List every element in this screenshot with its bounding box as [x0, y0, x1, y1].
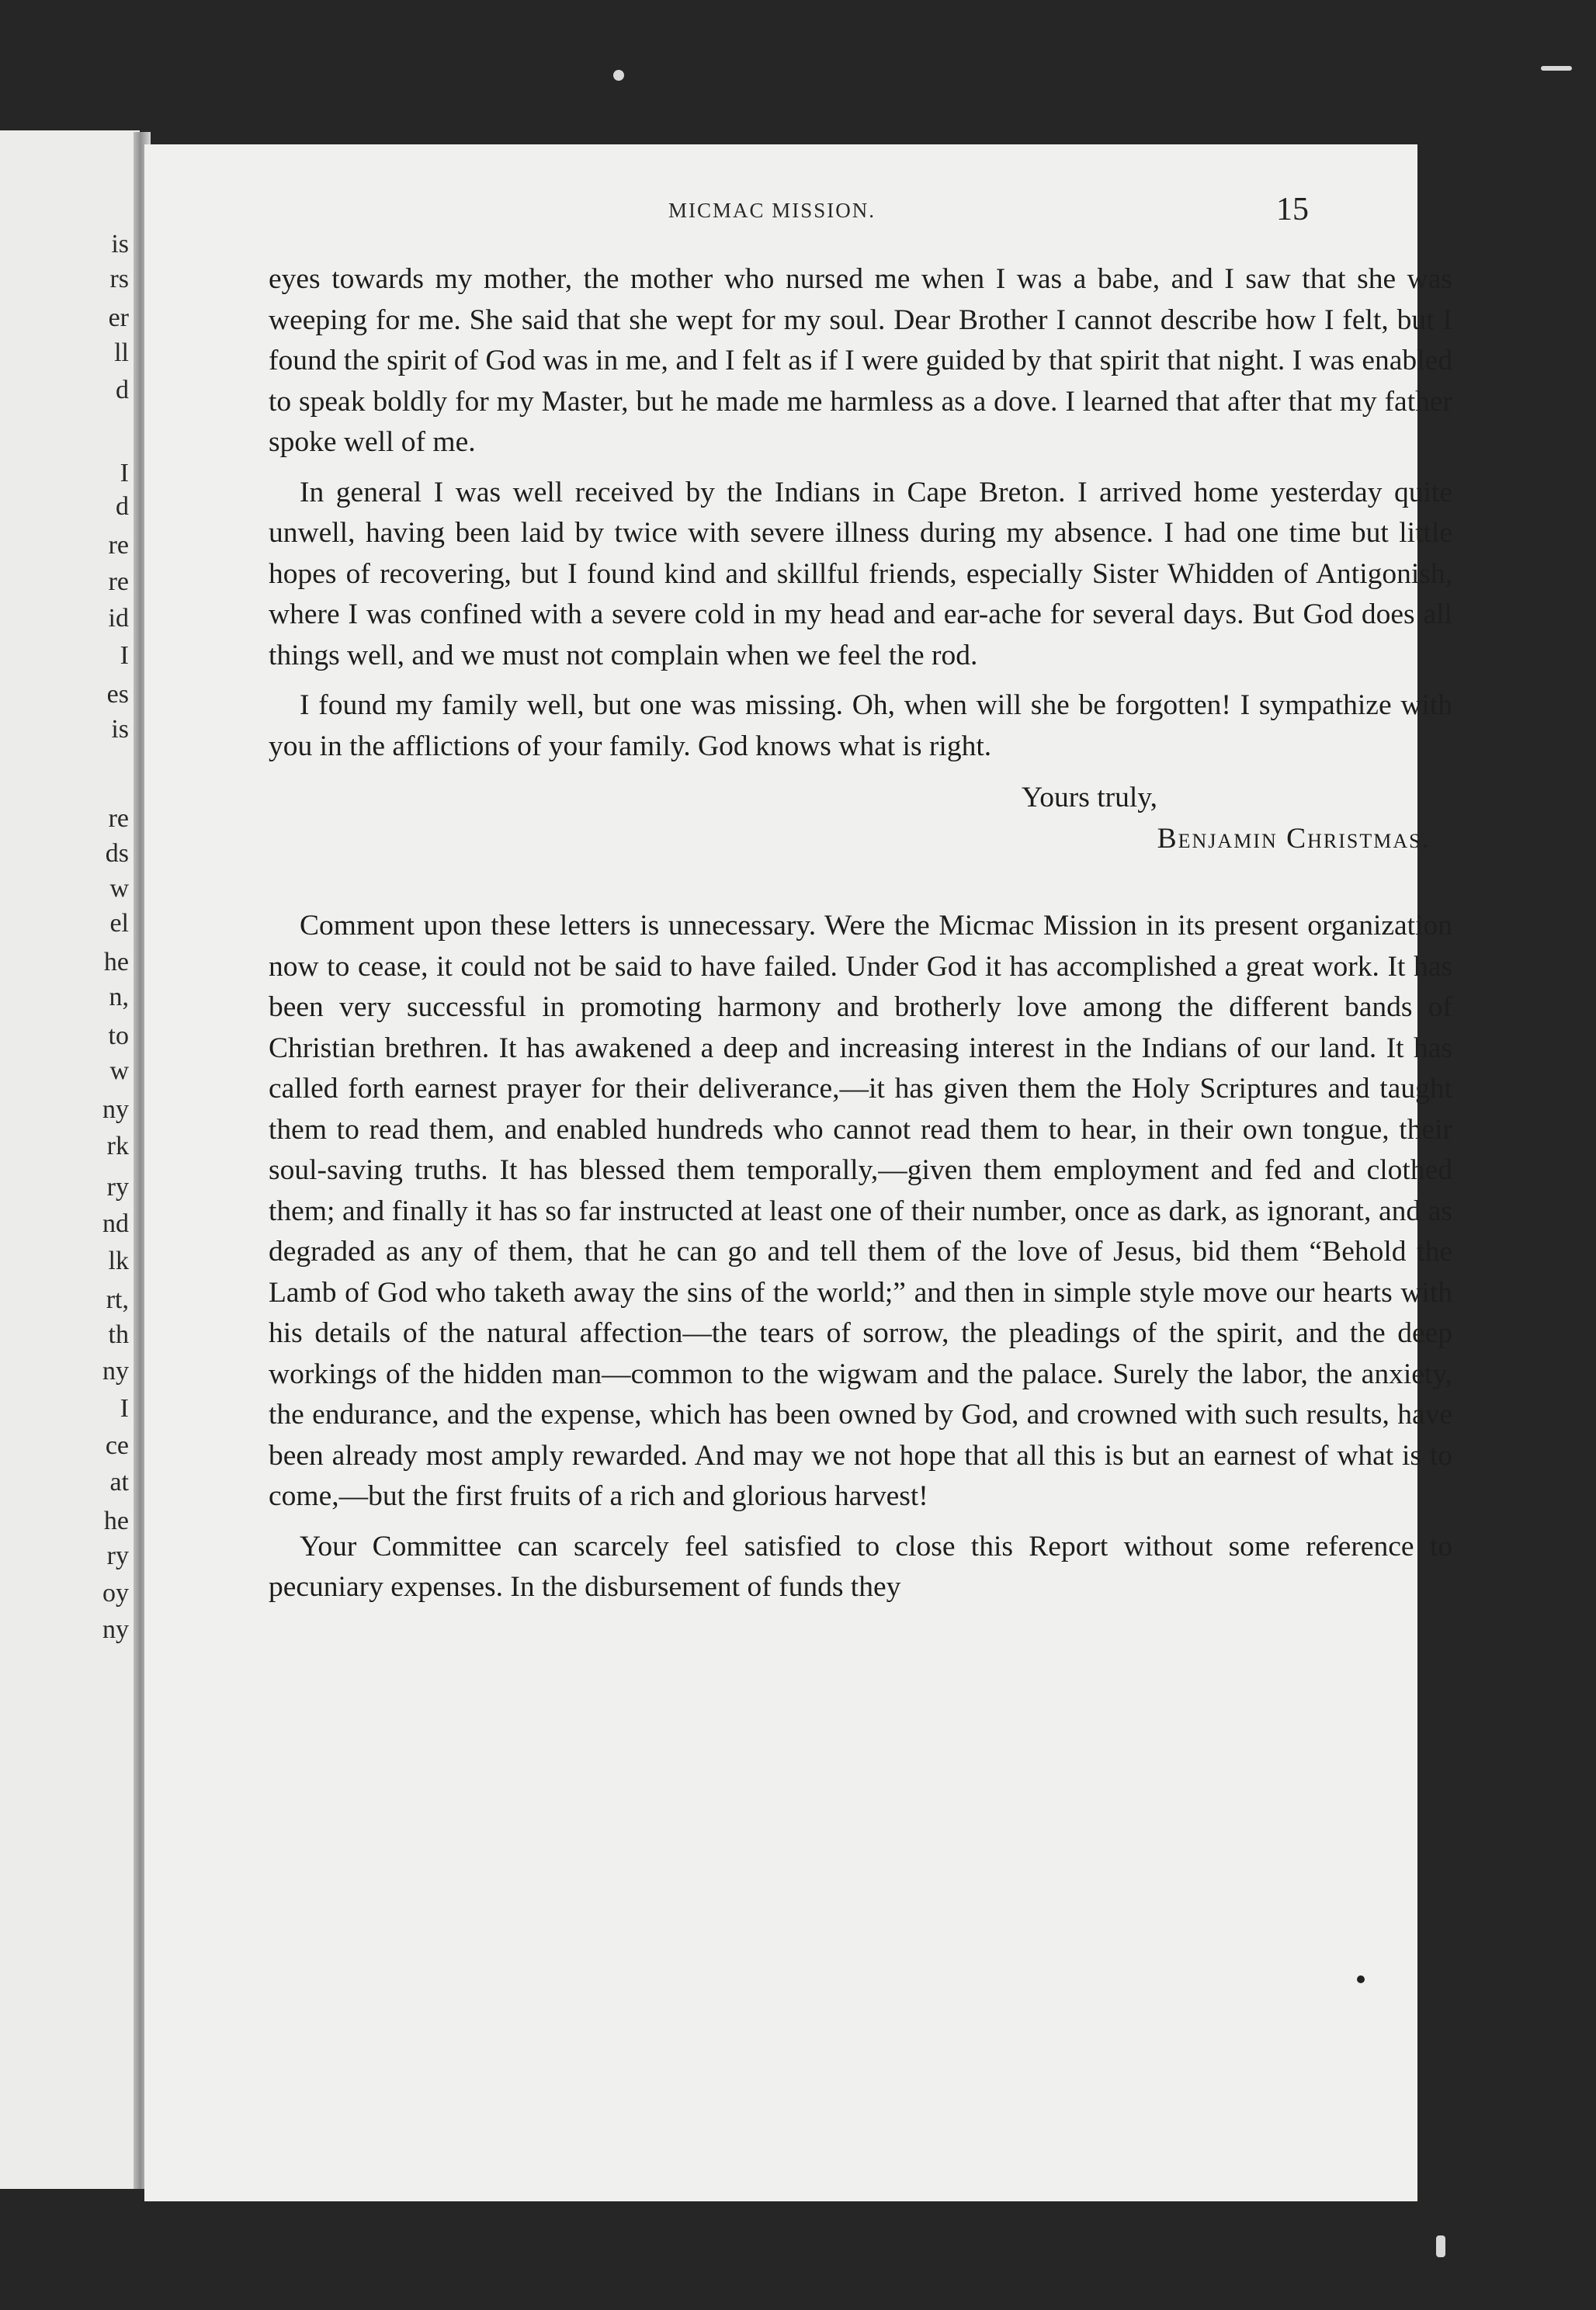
page-number: 15	[1276, 192, 1309, 227]
facing-page-text-fragment: rk	[106, 1132, 129, 1160]
facing-page-text-fragment: I	[120, 1394, 129, 1423]
comment-paragraph-2: Your Committee can scarcely feel satisfied to close this Report without some reference to pecuniary expenses. In the disbursement of funds they	[269, 1530, 1452, 1603]
facing-page-text-fragment: is	[111, 230, 129, 258]
running-head-title: MICMAC MISSION.	[668, 199, 876, 222]
facing-page-text-fragment: w	[109, 1056, 129, 1085]
facing-page-text-fragment: el	[109, 909, 129, 938]
facing-page-text-fragment: th	[108, 1320, 129, 1349]
facing-page-text-fragment: ds	[105, 839, 129, 868]
facing-page-text-fragment: lk	[108, 1247, 129, 1275]
facing-page-text-fragment: ry	[106, 1542, 129, 1570]
section-gap	[269, 859, 1452, 897]
facing-page-text-fragment: nd	[102, 1209, 129, 1238]
facing-page-text-fragment: at	[109, 1468, 129, 1497]
facing-page-text-fragment: es	[106, 680, 129, 709]
facing-page-text-fragment: oy	[102, 1579, 129, 1608]
facing-page-text-fragment: id	[108, 604, 129, 633]
facing-page-text-fragment: is	[111, 715, 129, 744]
facing-page-text-fragment: I	[120, 641, 129, 670]
facing-page-text-fragment: re	[108, 804, 129, 833]
page-body	[269, 259, 1452, 1608]
facing-page-text-fragment: ry	[106, 1173, 129, 1202]
facing-page-text-fragment: w	[109, 874, 129, 903]
facing-page-fragment	[0, 130, 140, 2189]
facing-page-text-fragment: he	[103, 1507, 129, 1535]
book-page	[144, 144, 1452, 2201]
letter-paragraph-1: eyes towards my mother, the mother who nursed me when I was a babe, and I saw that she was weeping for me. She said that she wept for my soul. Dear Brother I cannot describe how I felt, but I found the spirit of God was in me, and I felt as if I were guided by that spirit that night. I was enabled to speak boldly for my Master, but he made me harmless as a dove. I learned that after that my father spoke well of me.	[269, 263, 1452, 458]
facing-page-text-fragment: ny	[102, 1095, 129, 1124]
facing-page-text-fragment: rt,	[106, 1285, 129, 1314]
facing-page-text-fragment: ny	[102, 1615, 129, 1644]
facing-page-text-fragment: ll	[114, 338, 129, 367]
comment-paragraph-1: Comment upon these letters is unnecessary. Were the Micmac Mission in its present organization now to cease, it could not be said to have failed. Under God it has accomplished a great work. It has been very successful in promoting harmony and brotherly love among the different bands of Christian brethren. It has awakened a deep and increasing interest in the Indians of our land. It has called forth earnest prayer for their deliverance,—it has given them the Holy Scriptures and taught them to read them, and enabled hundreds who cannot read them to hear, in their own tongue, their soul-saving truths. It has blessed them temporally,—given them employment and fed and clothed them; and finally it has so far instructed at least one of their number, once as dark, as ignorant, and as degraded as any of them, that he can go and tell them of the love of Jesus, bid them “Behold the Lamb of God who taketh away the sins of the world;” and then in simple style move our hearts with his details of the natural affection—the tears of sorrow, the pleadings of the spirit, and the deep workings of the hidden man—common to the wigwam and the palace. Surely the labor, the anxiety, the endurance, and the expense, which has been owned by God, and crowned with such results, have been already most amply rewarded. And may we not hope that all this is but an earnest of what is to come,—but the first fruits of a rich and glorious harvest!	[269, 910, 1452, 1512]
scan-speck	[1541, 66, 1572, 71]
scan-speck	[1436, 2235, 1445, 2257]
facing-page-text-fragment: n,	[109, 983, 129, 1011]
letter-closing: Yours truly,	[1021, 782, 1157, 813]
letter-signature: Benjamin Christmas.	[1157, 822, 1431, 855]
facing-page-text-fragment: he	[103, 948, 129, 976]
facing-page-text-fragment: ce	[105, 1431, 129, 1460]
letter-paragraph-2: In general I was well received by the Indians in Cape Breton. I arrived home yesterday quite unwell, having been laid by twice with severe illness during my absence. I had one time but little hopes of recovering, but I found kind and skillful friends, especially Sister Whidden of Antigonish, where I was confined with a severe cold in my head and ear-ache for several days. But God does all things well, and we must not complain when we feel the rod.	[269, 476, 1452, 671]
facing-page-text-fragment: ny	[102, 1357, 129, 1386]
facing-page-text-fragment: d	[116, 492, 129, 521]
scan-speck	[613, 70, 624, 81]
facing-page-text-fragment: d	[116, 376, 129, 404]
scan-speck	[1357, 1975, 1365, 1983]
facing-page-text-fragment: I	[120, 459, 129, 487]
facing-page-text-fragment: rs	[109, 265, 129, 293]
letter-paragraph-3: I found my family well, but one was missing. Oh, when will she be forgotten! I sympathize with you in the afflictions of your family. God knows what is right.	[269, 689, 1452, 762]
letter-signoff	[269, 778, 1452, 859]
facing-page-text-fragment: er	[108, 303, 129, 332]
facing-page-text-fragment: re	[108, 531, 129, 560]
facing-page-text-fragment: to	[108, 1021, 129, 1050]
facing-page-text-fragment: re	[108, 567, 129, 596]
